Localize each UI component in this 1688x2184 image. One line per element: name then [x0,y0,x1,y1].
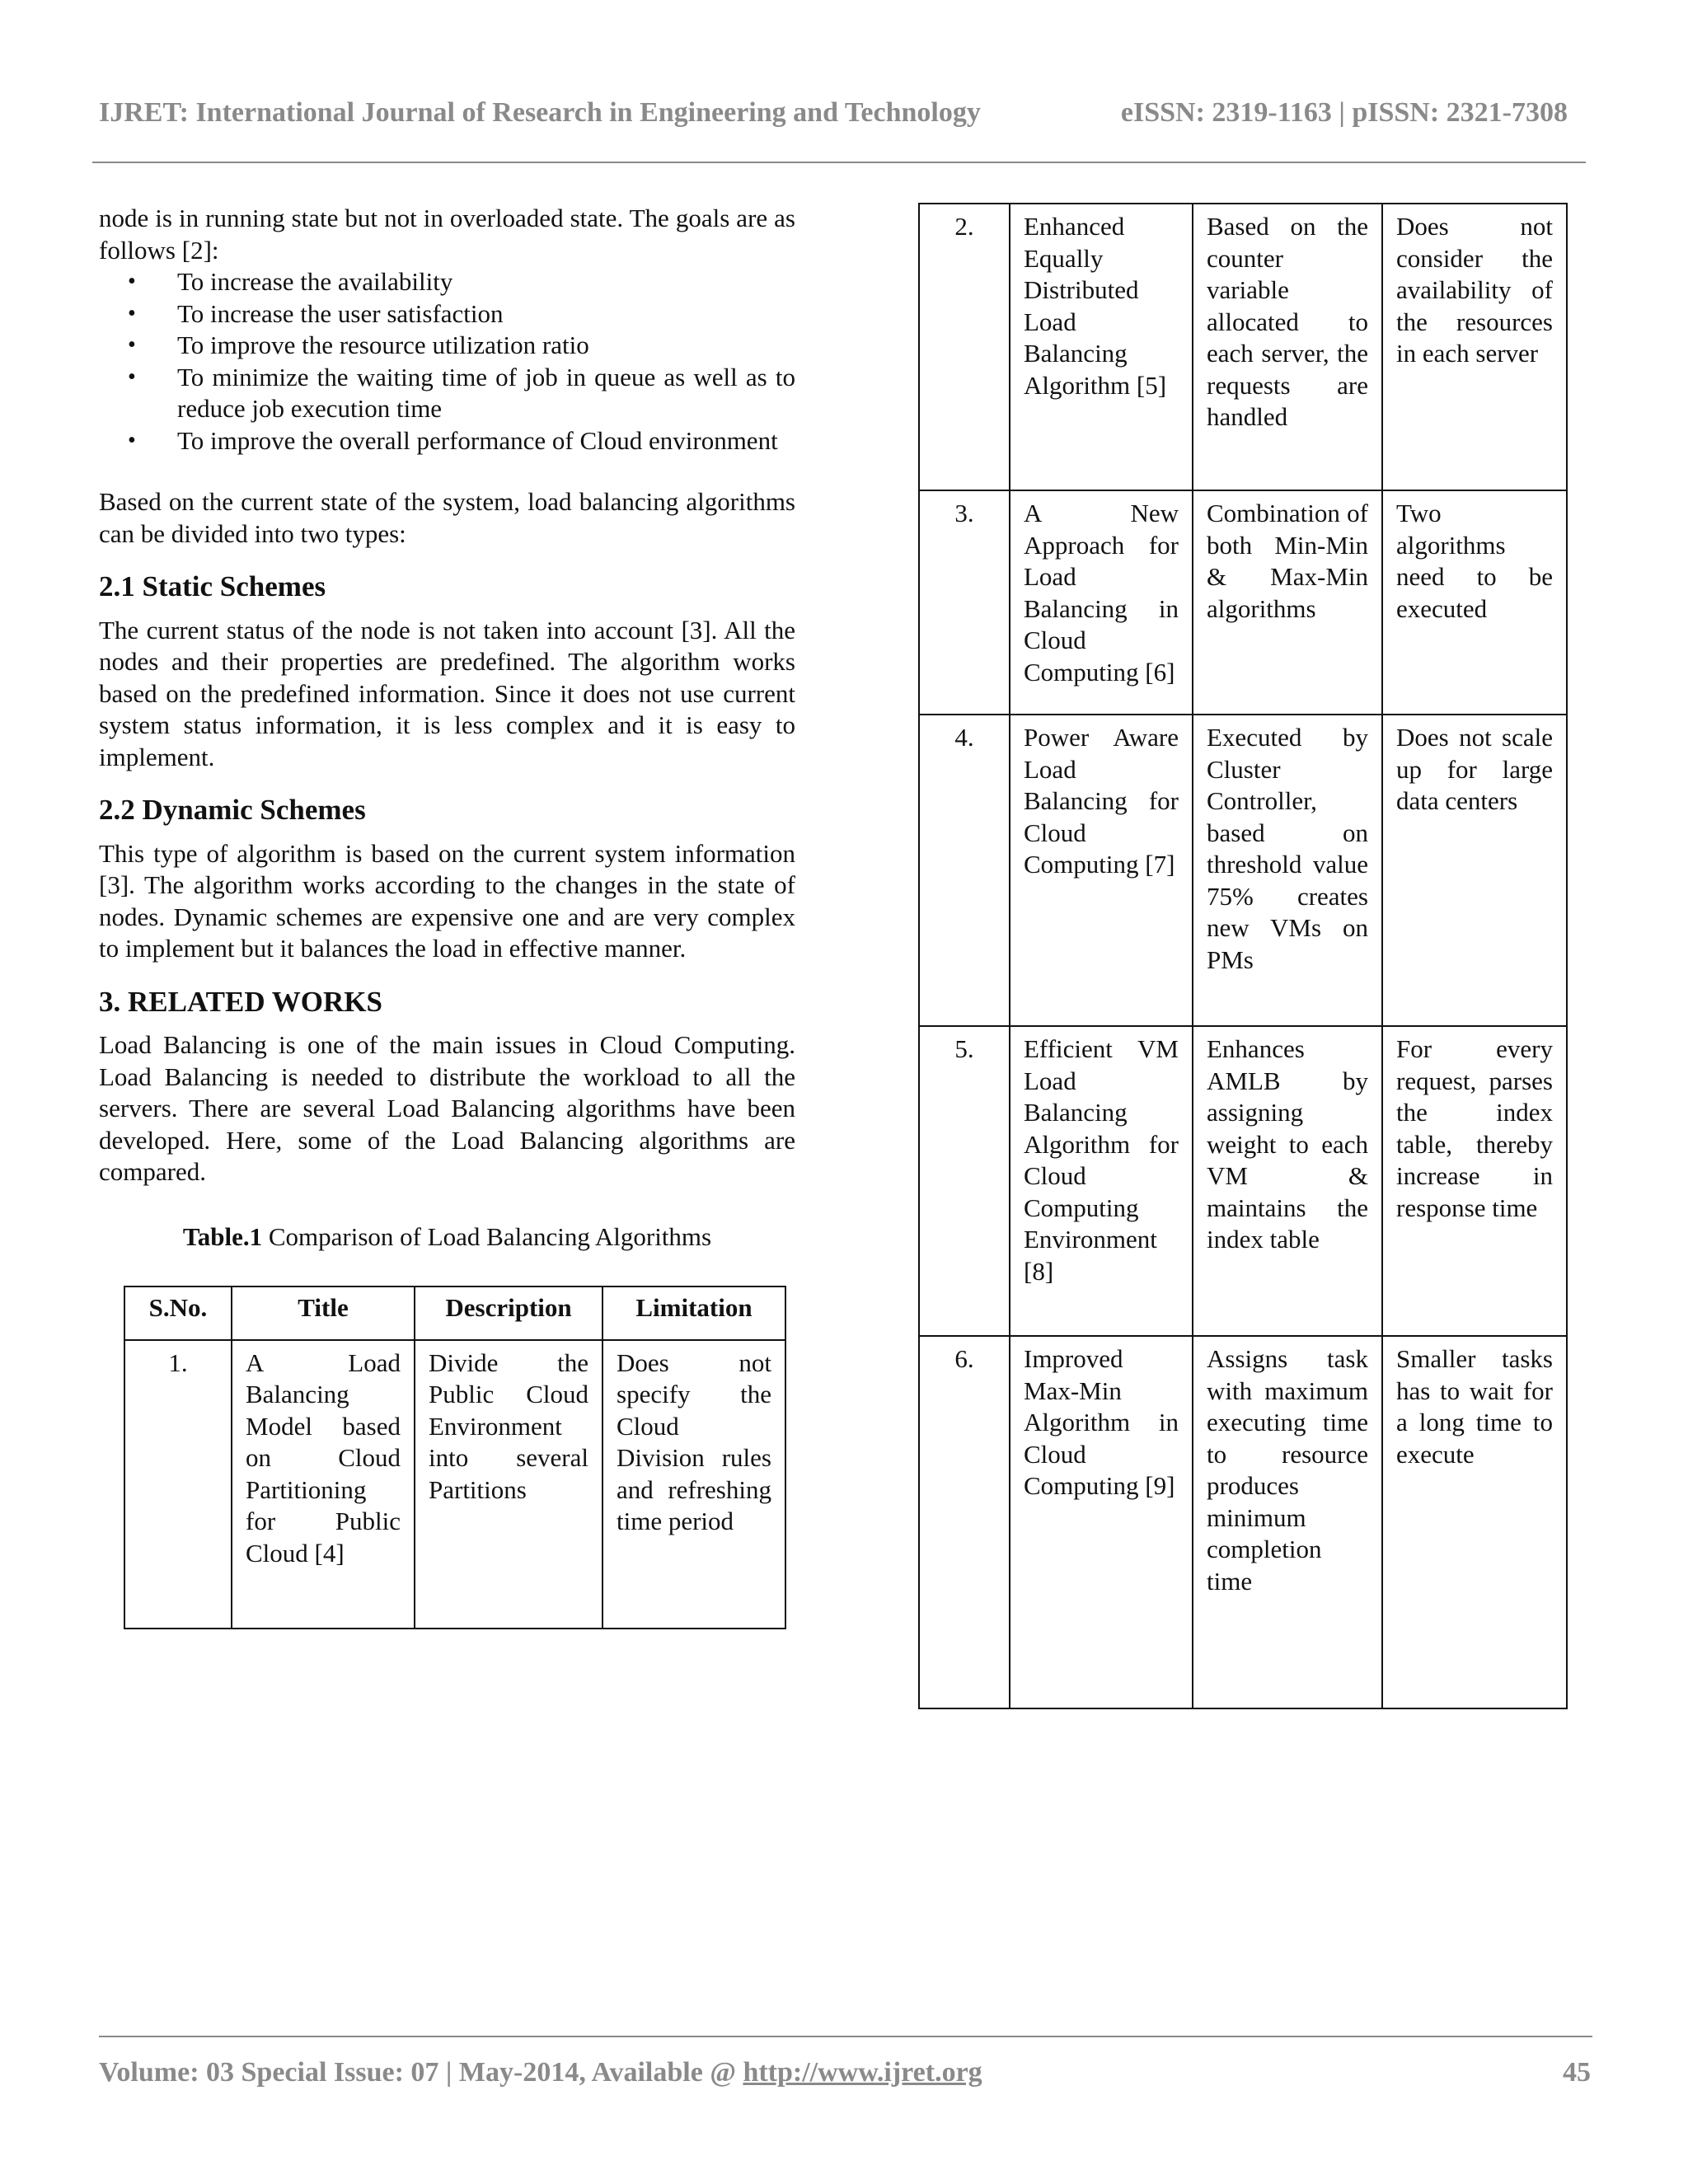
cell-sno: 1. [124,1340,232,1629]
table-row [919,1336,1567,1708]
col-header-description: Description [415,1286,603,1340]
cell-title: A New Approach for Load Balancing in Cloud Computing [6] [1010,490,1193,715]
right-column [918,203,1568,1709]
col-header-sno: S.No. [124,1286,232,1340]
cell-limitation: Does not specify the Cloud Division rules and refreshing time period [603,1340,785,1629]
footer-divider [99,2036,1592,2037]
col-header-limitation: Limitation [603,1286,785,1340]
static-schemes-paragraph: The current status of the node is not taken into account [3]. All the nodes and their properties are predefined. The algorithm works based on the predefined information. Since it does not use current system status information, it is less complex and it is easy to implement. [99,615,795,771]
cell-sno: 4. [919,715,1010,1026]
cell-description: Executed by Cluster Controller, based on threshold value 75% creates new VMs on PMs [1193,715,1382,1026]
cell-description: Combination of both Min-Min & Max-Min algorithms [1193,490,1382,715]
table-row [124,1340,785,1629]
goal-item: • To minimize the waiting time of job in queue as well as to reduce job execution time [177,362,795,425]
col-header-title: Title [232,1286,415,1340]
journal-link[interactable]: http://www.ijret.org [743,2057,982,2088]
table-header-row [124,1286,785,1340]
cell-limitation: Does not consider the availability of the resources in each server [1382,204,1567,490]
comparison-table-part2 [918,203,1568,1709]
cell-description: Based on the counter variable allocated to each server, the requests are handled [1193,204,1382,490]
cell-limitation: For every request, parses the index table, thereby increase in response time [1382,1026,1567,1336]
goal-item: • To improve the resource utilization ratio [177,330,795,362]
static-schemes-heading: 2.1 Static Schemes [99,570,326,602]
comparison-table-part1 [124,1286,786,1629]
cell-description: Enhances AMLB by assigning weight to each VM & maintains the index table [1193,1026,1382,1336]
intro-text: node is in running state but not in overloaded state. The goals are as follows [2]: [99,204,795,265]
page-number: 45 [1563,2057,1591,2088]
cell-description: Assigns task with maximum executing time to resource produces minimum completion time [1193,1336,1382,1708]
cell-sno: 6. [919,1336,1010,1708]
related-works-heading: 3. RELATED WORKS [99,985,382,1018]
table-caption [99,1221,795,1254]
table-row [919,490,1567,715]
cell-title: Enhanced Equally Distributed Load Balancing Algorithm [5] [1010,204,1193,490]
footer-volume [99,2057,982,2088]
cell-sno: 5. [919,1026,1010,1336]
cell-title: Improved Max-Min Algorithm in Cloud Computing [9] [1010,1336,1193,1708]
cell-title: A Load Balancing Model based on Cloud Partitioning for Public Cloud [4] [232,1340,415,1629]
table-caption-text: Comparison of Load Balancing Algorithms [262,1221,712,1251]
table-caption-label: Table.1 [182,1221,263,1251]
cell-limitation: Does not scale up for large data centers [1382,715,1567,1026]
table-row [919,715,1567,1026]
dynamic-schemes-paragraph: This type of algorithm is based on the current system information [3]. The algorithm works according to the changes in the state of nodes. Dynamic schemes are expensive one and are very complex to implement but it balances the load in effective manner. [99,838,795,963]
cell-limitation: Two algorithms need to be executed [1382,490,1567,715]
header-divider [92,162,1586,163]
cell-limitation: Smaller tasks has to wait for a long time to execute [1382,1336,1567,1708]
cell-description: Divide the Public Cloud Environment into several Partitions [415,1340,603,1629]
types-paragraph: Based on the current state of the system, load balancing algorithms can be divided into two types: [99,487,795,548]
table-row [919,1026,1567,1336]
cell-title: Efficient VM Load Balancing Algorithm for Cloud Computing Environment [8] [1010,1026,1193,1336]
goal-item: • To increase the availability [177,266,795,298]
goal-item: • To improve the overall performance of Cloud environment [177,425,795,457]
table-row [919,204,1567,490]
left-column [99,203,795,1629]
footer-volume-text: Volume: 03 Special Issue: 07 | May-2014, Available @ [99,2057,743,2088]
journal-title: IJRET: International Journal of Research in Engineering and Technology [99,97,981,128]
cell-title: Power Aware Load Balancing for Cloud Computing [7] [1010,715,1193,1026]
goals-list [99,266,795,457]
goal-item: • To increase the user satisfaction [177,298,795,330]
dynamic-schemes-heading: 2.2 Dynamic Schemes [99,794,366,826]
issn-label: eISSN: 2319-1163 | pISSN: 2321-7308 [1120,97,1568,128]
cell-sno: 2. [919,204,1010,490]
cell-sno: 3. [919,490,1010,715]
related-works-paragraph: Load Balancing is one of the main issues in Cloud Computing. Load Balancing is needed to distribute the workload to all the servers. There are several Load Balancing algorithms have been developed. Here, some of the Load Balancing algorithms are compared. [99,1030,795,1186]
